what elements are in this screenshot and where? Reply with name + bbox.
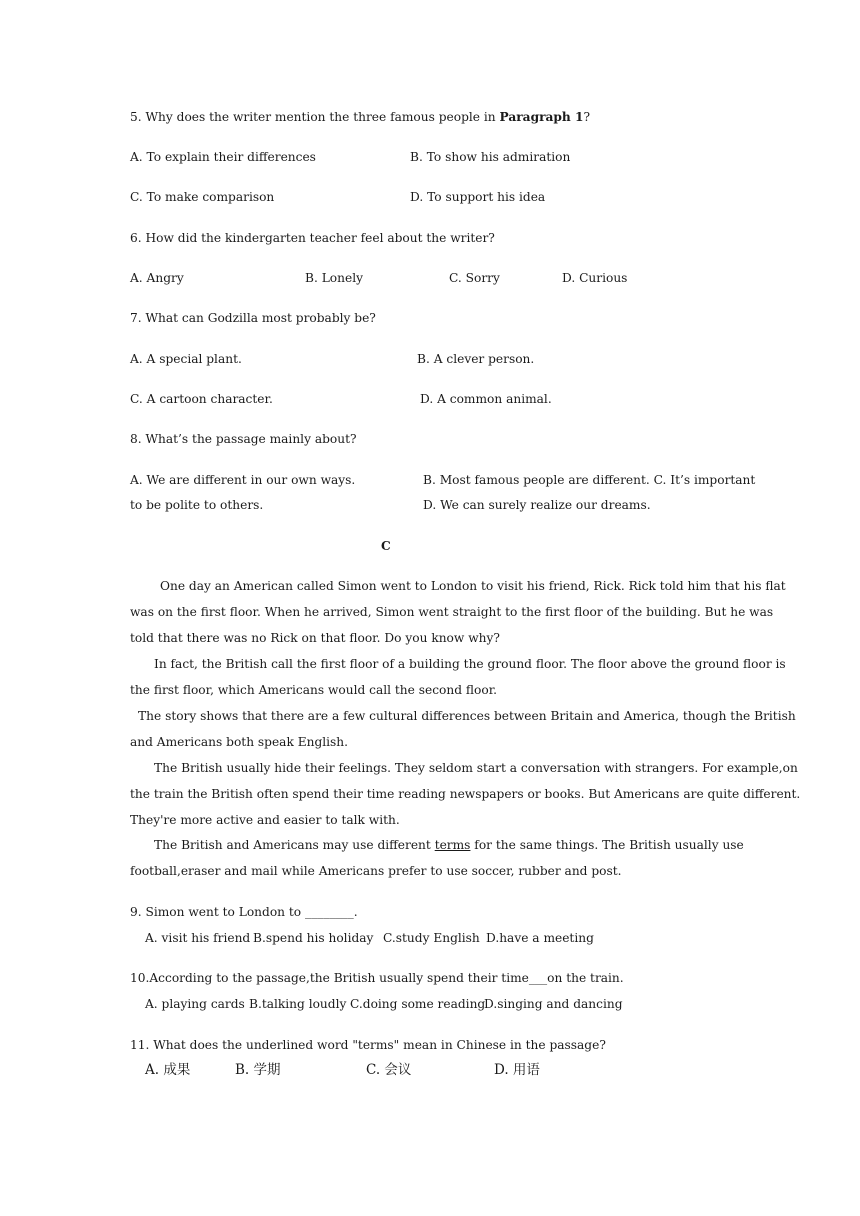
passage-p5-line2: football,eraser and mail while Americans prefer to use soccer, rubber and post.	[130, 864, 622, 878]
q9-stem: 9. Simon went to London to ________.	[130, 905, 358, 919]
passage-p4-line1: The British usually hide their feelings. They seldom start a conversation with strangers. For example,on	[154, 761, 798, 775]
q10-stem: 10.According to the passage,the British usually spend their time___on the train.	[130, 971, 624, 985]
q9-option-c: C.study English	[383, 931, 480, 945]
q8-option-d: D. We can surely realize our dreams.	[423, 498, 651, 512]
q8-option-a: A. We are different in our own ways.	[130, 473, 356, 487]
q7-option-b: B. A clever person.	[417, 352, 535, 366]
q10-option-a: A. playing cards	[145, 997, 245, 1011]
q6-option-a: A. Angry	[130, 271, 184, 285]
q5-stem-suffix: ?	[583, 110, 591, 124]
q5-stem	[130, 111, 590, 123]
q10-option-c: C.doing some reading	[350, 997, 486, 1011]
q11-option-a: A. 成果	[145, 1062, 191, 1078]
q6-option-b: B. Lonely	[305, 271, 363, 285]
passage-p5-post: for the same things. The British usually use	[470, 838, 744, 852]
q11-option-d: D. 用语	[494, 1062, 540, 1078]
q11-stem: 11. What does the underlined word "terms" mean in Chinese in the passage?	[130, 1038, 606, 1052]
q5-option-a: A. To explain their differences	[130, 150, 316, 164]
passage-p1-line1: One day an American called Simon went to London to visit his friend, Rick. Rick told him that his flat	[160, 579, 786, 593]
q9-option-b: B.spend his holiday	[253, 931, 374, 945]
q9-option-a: A. visit his friend	[145, 931, 251, 945]
passage-p5-line1	[154, 839, 744, 851]
q6-option-d: D. Curious	[562, 271, 628, 285]
passage-p2-line2: the first floor, which Americans would call the second floor.	[130, 683, 498, 697]
passage-p4-line2: the train the British often spend their time reading newspapers or books. But Americans are quite different.	[130, 787, 801, 801]
q9-option-d: D.have a meeting	[486, 931, 594, 945]
q5-option-d: D. To support his idea	[410, 190, 546, 204]
q5-option-c: C. To make comparison	[130, 190, 275, 204]
q8-stem: 8. What’s the passage mainly about?	[130, 432, 357, 446]
q5-stem-text: 5. Why does the writer mention the three famous people in	[130, 110, 500, 124]
passage-p2-line1: In fact, the British call the first floor of a building the ground floor. The floor above the ground floor is	[154, 657, 786, 671]
q7-stem: 7. What can Godzilla most probably be?	[130, 311, 376, 325]
q6-stem: 6. How did the kindergarten teacher feel about the writer?	[130, 231, 495, 245]
passage-p1-line2: was on the first floor. When he arrived, Simon went straight to the first floor of the building. But he was	[130, 605, 774, 619]
q8-option-c-continued: to be polite to others.	[130, 498, 264, 512]
q5-option-b: B. To show his admiration	[410, 150, 571, 164]
q5-stem-bold: Paragraph 1	[499, 110, 584, 124]
passage-p3-line1: The story shows that there are a few cultural differences between Britain and America, though the British	[138, 709, 796, 723]
q7-option-d: D. A common animal.	[420, 392, 552, 406]
passage-p3-line2: and Americans both speak English.	[130, 735, 349, 749]
q7-option-a: A. A special plant.	[130, 352, 242, 366]
q7-option-c: C. A cartoon character.	[130, 392, 273, 406]
passage-p5-pre: The British and Americans may use different	[154, 838, 435, 852]
q11-option-b: B. 学期	[235, 1062, 281, 1078]
underlined-term: terms	[434, 838, 471, 852]
section-title: C	[381, 539, 391, 553]
passage-p1-line3: told that there was no Rick on that floor. Do you know why?	[130, 631, 500, 645]
q11-option-c: C. 会议	[366, 1062, 412, 1078]
q10-option-d: D.singing and dancing	[484, 997, 623, 1011]
passage-p4-line3: They're more active and easier to talk with.	[130, 813, 400, 827]
q8-option-b-c: B. Most famous people are different. C. It’s important	[423, 473, 756, 487]
q6-option-c: C. Sorry	[449, 271, 500, 285]
q10-option-b: B.talking loudly	[249, 997, 347, 1011]
